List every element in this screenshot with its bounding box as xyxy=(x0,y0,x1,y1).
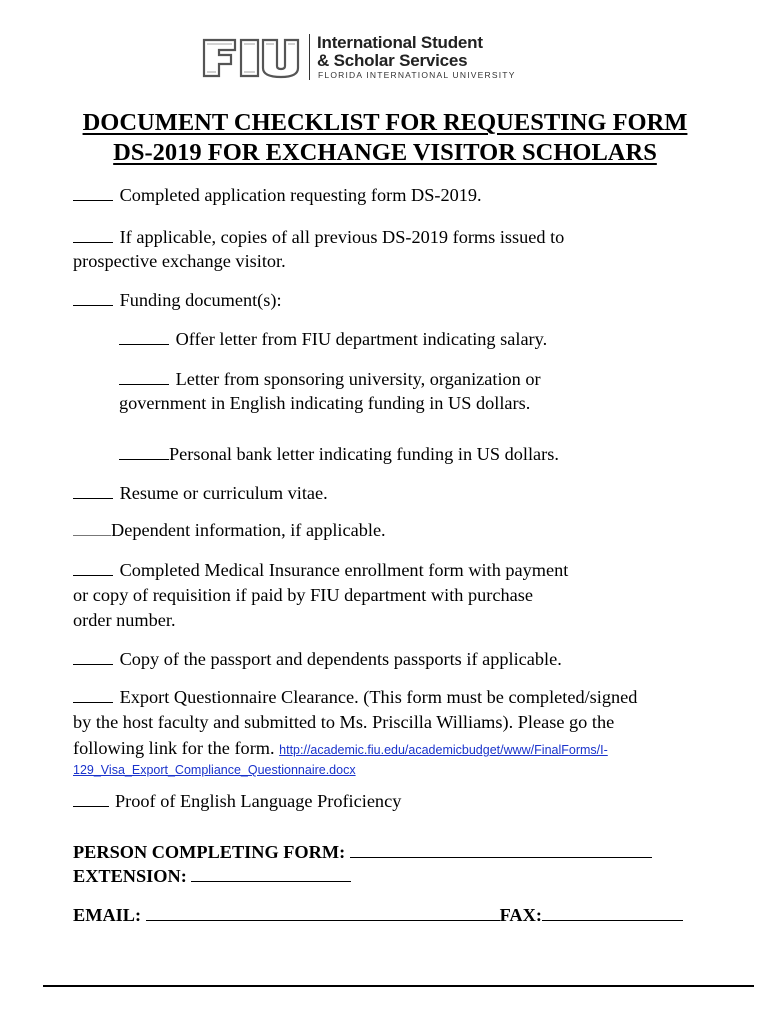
footer-rule xyxy=(43,985,754,987)
checklist-item-previous-forms: If applicable, copies of all previous DS-2019 forms issued to xyxy=(73,225,564,249)
check-blank[interactable] xyxy=(119,367,169,385)
check-blank[interactable] xyxy=(119,327,169,345)
checklist-item-funding: Funding document(s): xyxy=(73,288,282,312)
check-blank[interactable] xyxy=(73,647,113,665)
checklist-item-resume: Resume or curriculum vitae. xyxy=(73,481,328,505)
checklist-subitem-bank: Personal bank letter indicating funding in US dollars. xyxy=(119,442,559,466)
check-blank[interactable] xyxy=(73,481,113,499)
export-questionnaire-link-cont[interactable]: 129_Visa_Export_Compliance_Questionnaire.docx xyxy=(73,763,356,777)
checklist-item-export-cont2: following link for the form. http://academic.fiu.edu/academicbudget/www/FinalForms/I- xyxy=(73,738,608,758)
checklist-item-previous-forms-cont: prospective exchange visitor. xyxy=(73,251,286,271)
org-name-line1: International Student xyxy=(317,33,483,52)
extension-field xyxy=(73,864,351,888)
extension-input[interactable] xyxy=(191,864,351,882)
checklist-item-dependent: Dependent information, if applicable. xyxy=(73,518,386,542)
checklist-subitem-sponsor: Letter from sponsoring university, organization or xyxy=(119,367,541,391)
check-blank[interactable] xyxy=(73,685,113,703)
fax-input[interactable] xyxy=(542,903,683,921)
check-blank[interactable] xyxy=(73,225,113,243)
checklist-item-export: Export Questionnaire Clearance. (This form must be completed/signed xyxy=(73,685,637,709)
check-blank[interactable] xyxy=(73,518,111,536)
extension-label: EXTENSION: xyxy=(73,866,187,886)
check-blank[interactable] xyxy=(73,789,109,807)
fax-label: FAX: xyxy=(499,905,542,925)
check-blank[interactable] xyxy=(73,288,113,306)
checklist-subitem-sponsor-cont: government in English indicating funding in US dollars. xyxy=(119,393,531,413)
logo-divider xyxy=(309,34,310,80)
checklist-item-insurance-cont1: or copy of requisition if paid by FIU department with purchase xyxy=(73,585,533,605)
email-input[interactable] xyxy=(146,903,500,921)
checklist-subitem-offer: Offer letter from FIU department indicating salary. xyxy=(119,327,547,351)
checklist-item-application: Completed application requesting form DS-2019. xyxy=(73,183,482,207)
person-completing-label: PERSON COMPLETING FORM: xyxy=(73,842,346,862)
email-field xyxy=(73,903,683,927)
checklist-item-english: Proof of English Language Proficiency xyxy=(73,789,401,813)
document-title-line2: DS-2019 FOR EXCHANGE VISITOR SCHOLARS xyxy=(113,139,657,166)
checklist-item-insurance-cont2: order number. xyxy=(73,610,176,630)
fiu-logo xyxy=(201,36,301,80)
person-completing-input[interactable] xyxy=(350,840,652,858)
email-label: EMAIL: xyxy=(73,905,142,925)
university-name: FLORIDA INTERNATIONAL UNIVERSITY xyxy=(318,70,516,80)
person-completing-field xyxy=(73,840,652,864)
checklist-item-passport: Copy of the passport and dependents passports if applicable. xyxy=(73,647,562,671)
export-questionnaire-link[interactable]: http://academic.fiu.edu/academicbudget/www/FinalForms/I- xyxy=(279,743,608,757)
checklist-item-export-cont1: by the host faculty and submitted to Ms. Priscilla Williams). Please go the xyxy=(73,712,615,732)
check-blank[interactable] xyxy=(73,558,113,576)
checklist-item-insurance: Completed Medical Insurance enrollment form with payment xyxy=(73,558,568,582)
check-blank[interactable] xyxy=(73,183,113,201)
org-name-line2: & Scholar Services xyxy=(317,51,468,70)
document-title-line1: DOCUMENT CHECKLIST FOR REQUESTING FORM xyxy=(82,109,688,136)
check-blank[interactable] xyxy=(119,442,169,460)
